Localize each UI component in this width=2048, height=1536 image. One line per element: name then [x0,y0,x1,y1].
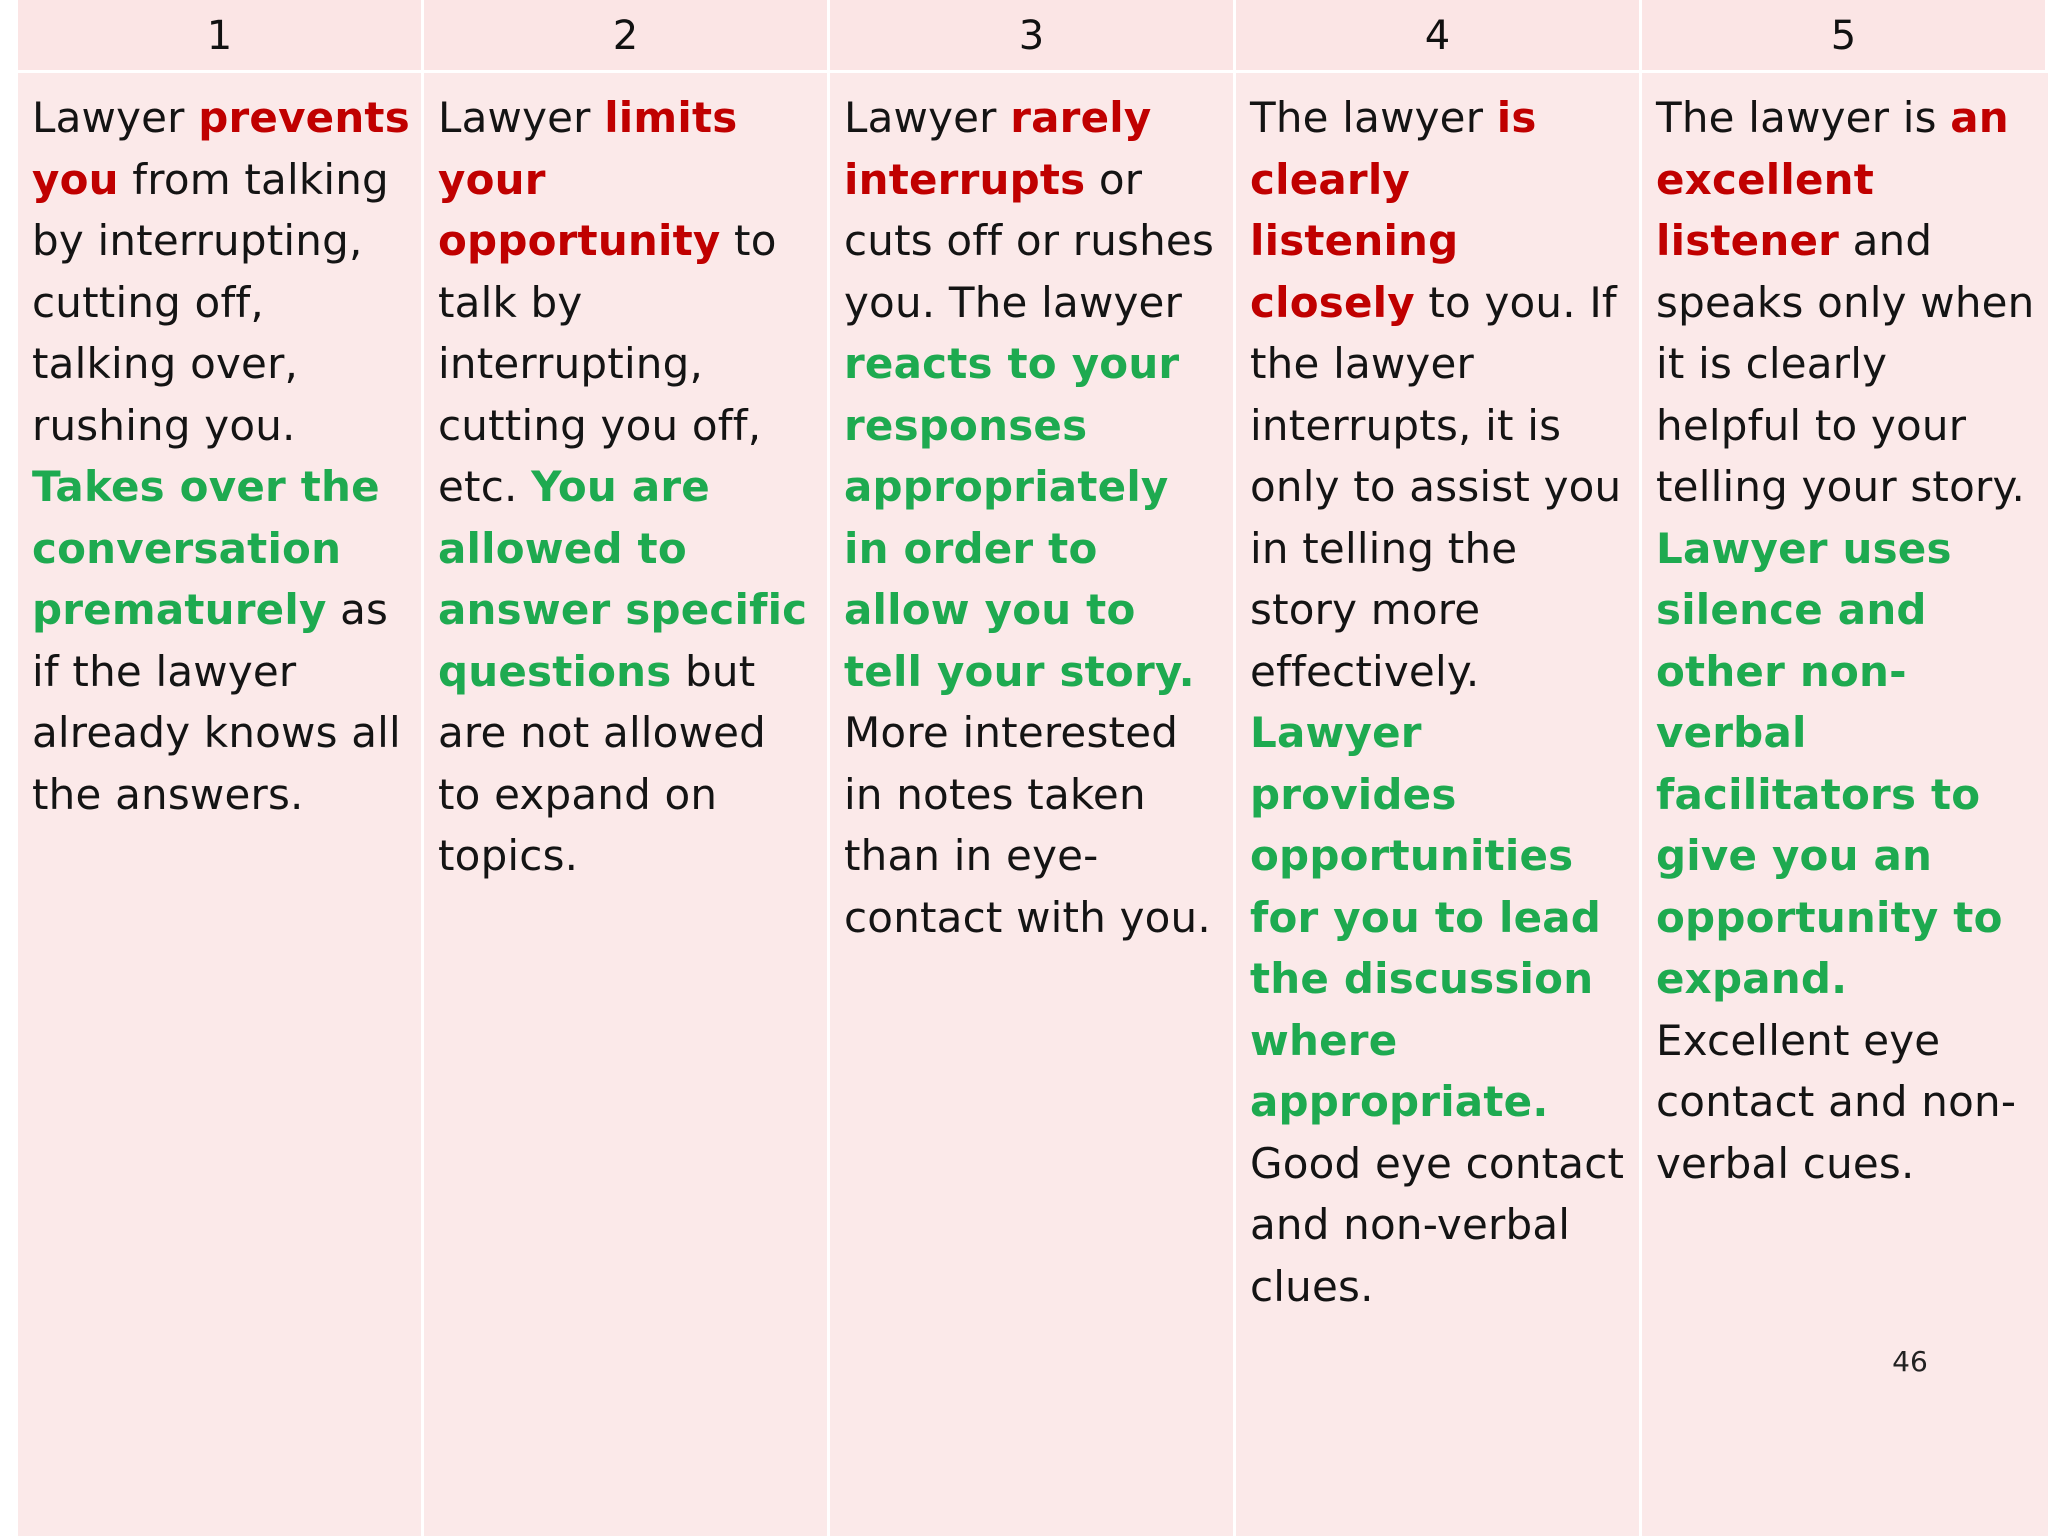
column-header-2: 2 [424,0,830,73]
cell-text-segment: Good eye contact and non-verbal clues. [1250,1138,1625,1311]
cell-text-segment: an excellent listener [1656,93,2009,265]
cell-text-segment: The lawyer [1250,93,1497,142]
cell-text-segment: as if the lawyer already knows all the answers. [32,585,401,819]
cell-text-segment: to you. If the lawyer interrupts, it is only to assist you in telling the story more effectively. [1250,277,1622,696]
cell-text-segment: The lawyer is [1656,93,1951,142]
column-header-3: 3 [830,0,1236,73]
cell-text-segment: rarely interrupts [844,93,1152,204]
cell-text-segment: Lawyer [32,93,199,142]
cell-text-segment: and speaks only when it is clearly helpful to your telling your story. [1656,216,2035,511]
cell-text-segment: Excellent eye contact and non-verbal cues. [1656,1015,2017,1188]
cell-text-segment: reacts to your responses appropriately in order to allow you to tell your story. [844,339,1195,696]
rubric-cell-3 [830,73,1236,1536]
cell-text-segment: You are allowed to answer specific questions [438,462,808,696]
rubric-cell-2 [424,73,830,1536]
cell-text-segment: Lawyer provides opportunities for you to lead the discussion where appropriate. [1250,708,1602,1126]
cell-text-segment: or cuts off or rushes you. The lawyer [844,154,1215,327]
cell-text-segment: from talking by interrupting, cutting off, talking over, rushing you. [32,154,389,450]
cell-text-segment: Lawyer [844,93,1011,142]
cell-text-segment: Lawyer uses silence and other non-verbal facilitators to give you an opportunity to expand. [1656,523,2003,1003]
cell-text-segment: More interested in notes taken than in eye-contact with you. [844,708,1211,942]
cell-text-segment: Takes over the conversation prematurely [32,462,380,634]
rubric-cell-5 [1642,73,2048,1536]
cell-text-segment: but are not allowed to expand on topics. [438,646,767,880]
column-header-4: 4 [1236,0,1642,73]
cell-text-segment: Lawyer [438,93,605,142]
cell-text-segment: limits your opportunity [438,93,738,265]
cell-text-segment: is clearly listening closely [1250,93,1537,327]
rubric-cell-1 [18,73,424,1536]
rubric-table [18,0,2048,1536]
rubric-cell-4 [1236,73,1642,1536]
column-header-5: 5 [1642,0,2048,73]
page-number: 46 [1892,1345,1928,1378]
column-header-1: 1 [18,0,424,73]
cell-text-segment: prevents you [32,93,410,204]
cell-text-segment: to talk by interrupting, cutting you off, etc. [438,216,777,511]
